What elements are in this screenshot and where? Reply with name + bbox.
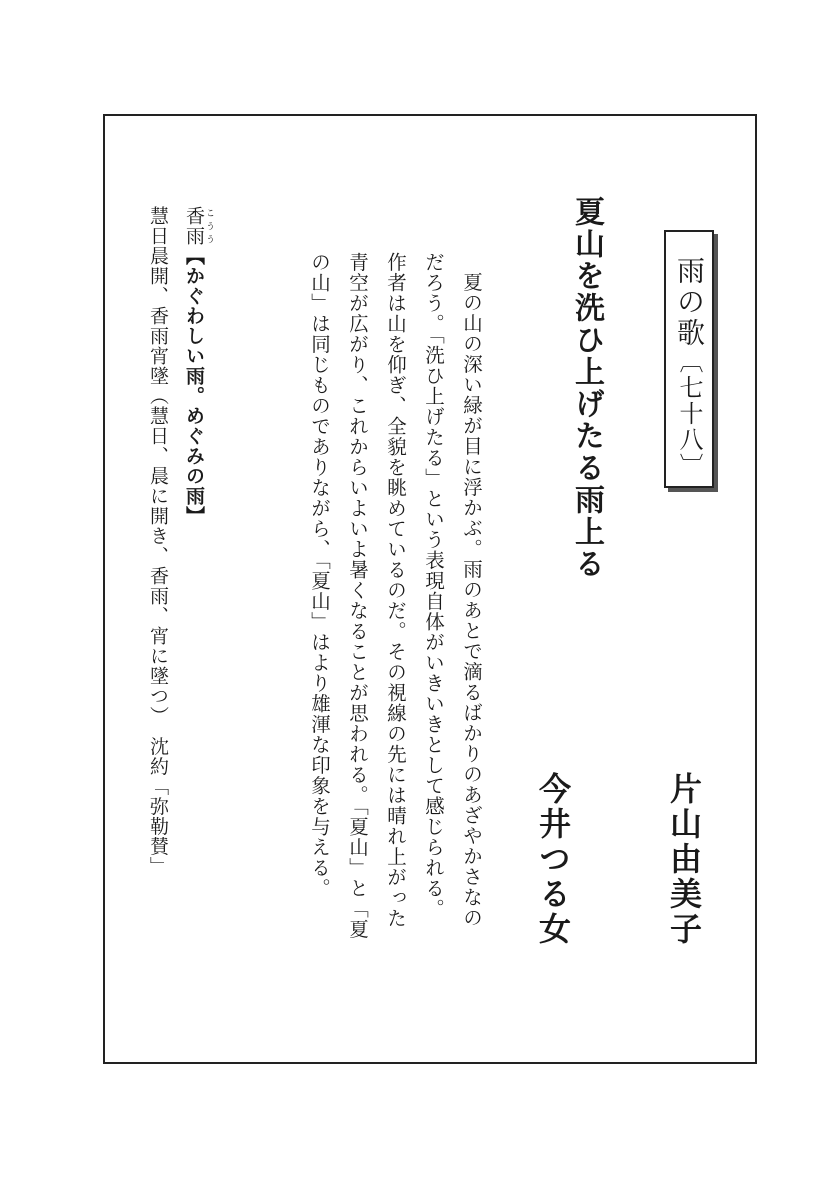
note-term	[183, 206, 214, 246]
series-title-box	[664, 230, 714, 488]
note-term-text: 香雨	[183, 206, 205, 246]
series-title-text: 雨の歌	[673, 256, 706, 349]
author-name-2: 今井つる女	[534, 772, 572, 947]
commentary-line-4: 青空が広がり、これからいよいよ暑くなることが思われる。「夏山」と「夏	[346, 252, 369, 940]
commentary-line-5: の山」は同じものでありながら、「夏山」はより雄渾な印象を与える。	[308, 252, 331, 899]
note-term-reading: こうう	[204, 206, 214, 246]
note-gloss: 【かぐわしい雨。めぐみの雨】	[183, 246, 205, 526]
poem-text: 夏山を洗ひ上げたる雨上る	[569, 196, 604, 580]
author-name-1: 片山由美子	[665, 772, 703, 947]
commentary-line-1: 夏の山の深い緑が目に浮かぶ。雨のあとで滴るばかりのあざやかさなの	[460, 272, 483, 928]
commentary	[300, 252, 490, 939]
note-headword-line	[176, 206, 214, 877]
commentary-line-2: だろう。「洗ひ上げたる」という表現自体がいきいきとして感じられる。	[422, 252, 445, 919]
commentary-line-3: 作者は山を仰ぎ、全貌を眺めているのだ。その視線の先には晴れ上がった	[384, 252, 407, 929]
series-title	[673, 256, 706, 479]
note-source-line: 慧日晨開、香雨宵墜（慧日、晨に開き、香雨、宵に墜つ） 沈約「弥勒賛」	[147, 206, 169, 877]
note-section	[140, 206, 214, 877]
series-number: 〔七十八〕	[675, 349, 703, 479]
